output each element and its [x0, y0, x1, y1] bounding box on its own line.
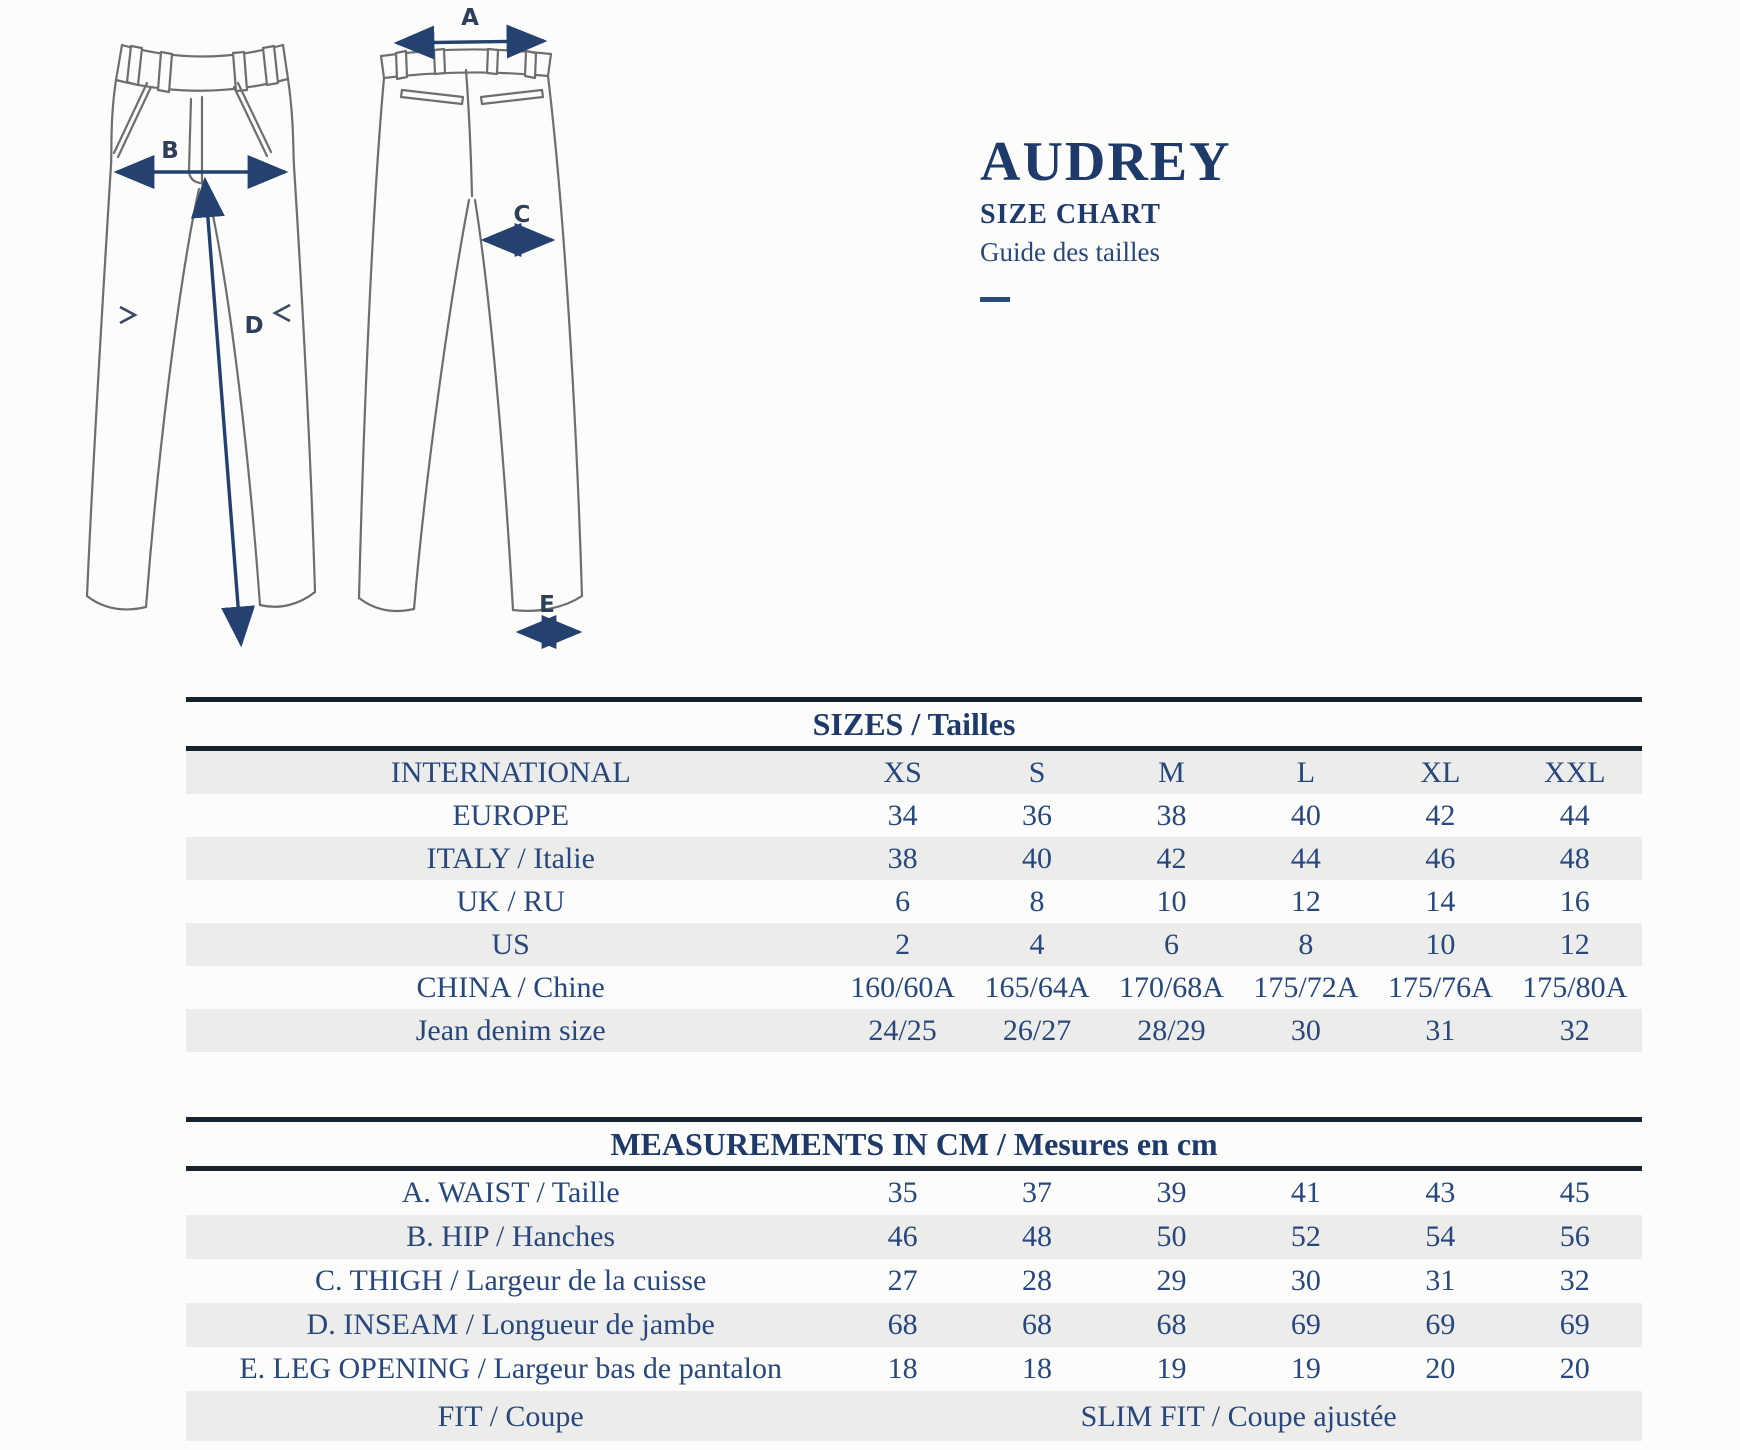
table-row — [186, 1171, 1642, 1215]
value-cell: 68 — [1156, 1308, 1187, 1341]
table-row — [186, 1347, 1642, 1391]
value-cell: 46 — [887, 1220, 918, 1253]
value-cell: XL — [1420, 755, 1461, 789]
label-d: D — [244, 313, 264, 339]
label-a: A — [461, 5, 479, 31]
row-label: CHINA / Chine — [416, 970, 605, 1004]
value-cell: 4 — [1029, 927, 1045, 961]
value-cell: 40 — [1022, 841, 1053, 875]
value-cell: 160/60A — [850, 970, 956, 1004]
row-label: C. THIGH / Largeur de la cuisse — [315, 1264, 707, 1297]
value-cell: 44 — [1559, 798, 1590, 832]
value-cell: 29 — [1156, 1264, 1187, 1297]
knee-tick-right-icon — [275, 305, 290, 321]
value-cell: 14 — [1425, 884, 1456, 918]
knee-tick-left-icon — [120, 307, 135, 323]
divider-dash — [980, 297, 1010, 302]
row-label: ITALY / Italie — [426, 841, 595, 875]
measurements-table-header: MEASUREMENTS IN CM / Mesures en cm — [610, 1125, 1218, 1162]
value-cell: 18 — [1022, 1352, 1053, 1385]
row-label: INTERNATIONAL — [390, 755, 631, 789]
table-row — [186, 1303, 1642, 1347]
value-cell: XS — [883, 755, 922, 789]
value-cell: M — [1158, 755, 1185, 789]
value-cell: 24/25 — [868, 1013, 937, 1047]
value-cell: 38 — [1156, 798, 1187, 832]
value-cell: 39 — [1156, 1176, 1187, 1209]
value-cell: 68 — [1022, 1308, 1053, 1341]
label-b: B — [161, 138, 179, 164]
pants-diagram-svg — [0, 0, 800, 672]
sizes-table — [186, 697, 1642, 1052]
title-block — [980, 131, 1232, 302]
value-cell: 20 — [1425, 1352, 1456, 1385]
label-e: E — [539, 592, 555, 618]
value-cell: 37 — [1022, 1176, 1053, 1209]
value-cell: 32 — [1559, 1013, 1590, 1047]
table-row — [186, 751, 1642, 794]
pants-back-outline — [359, 49, 582, 611]
table-row — [186, 1215, 1642, 1259]
value-cell: 2 — [895, 927, 911, 961]
value-cell: 42 — [1425, 798, 1456, 832]
value-cell: 31 — [1425, 1264, 1456, 1297]
arrow-a-waist — [397, 41, 544, 43]
size-chart-heading-fr: Guide des tailles — [980, 236, 1160, 267]
sizes-table-header: SIZES / Tailles — [812, 705, 1016, 742]
value-cell: 16 — [1559, 884, 1590, 918]
value-cell: 44 — [1290, 841, 1321, 875]
product-title: AUDREY — [980, 131, 1232, 193]
value-cell: 46 — [1425, 841, 1456, 875]
value-cell: 40 — [1290, 798, 1321, 832]
table-row — [186, 880, 1642, 923]
value-cell: 69 — [1425, 1308, 1456, 1341]
value-cell: 20 — [1559, 1352, 1590, 1385]
value-cell: 175/80A — [1522, 970, 1628, 1004]
row-label: US — [491, 927, 530, 961]
value-cell: 175/72A — [1253, 970, 1359, 1004]
row-label: FIT / Coupe — [437, 1400, 584, 1433]
measurements-table-body — [186, 1171, 1642, 1441]
value-cell: 54 — [1425, 1220, 1456, 1253]
value-cell: 175/76A — [1387, 970, 1493, 1004]
row-label: B. HIP / Hanches — [406, 1220, 616, 1253]
value-cell: L — [1296, 755, 1316, 789]
value-cell: 19 — [1156, 1352, 1187, 1385]
value-cell: 12 — [1559, 927, 1590, 961]
value-cell: 12 — [1290, 884, 1321, 918]
value-cell: 45 — [1559, 1176, 1590, 1209]
value-cell: 6 — [1163, 927, 1179, 961]
value-cell: 170/68A — [1118, 970, 1224, 1004]
value-cell: 50 — [1156, 1220, 1187, 1253]
value-cell: 165/64A — [984, 970, 1090, 1004]
pants-diagram — [0, 0, 800, 672]
value-cell: 35 — [887, 1176, 918, 1209]
value-cell: 6 — [895, 884, 911, 918]
value-cell: 38 — [887, 841, 918, 875]
value-cell: 52 — [1290, 1220, 1321, 1253]
value-cell: 10 — [1425, 927, 1456, 961]
measurement-letters — [161, 5, 555, 618]
row-label: D. INSEAM / Longueur de jambe — [306, 1308, 715, 1341]
table-row — [186, 966, 1642, 1009]
table-row — [186, 1009, 1642, 1052]
value-cell: 18 — [887, 1352, 918, 1385]
value-cell: 8 — [1029, 884, 1045, 918]
value-cell: S — [1028, 755, 1046, 789]
sizes-table-body — [186, 751, 1642, 1052]
value-cell: 19 — [1290, 1352, 1321, 1385]
value-cell: 26/27 — [1002, 1013, 1072, 1047]
value-cell: 32 — [1559, 1264, 1590, 1297]
table-row — [186, 837, 1642, 880]
table-row — [186, 923, 1642, 966]
table-row — [186, 1259, 1642, 1303]
size-chart-heading: SIZE CHART — [980, 199, 1161, 230]
value-cell: 68 — [887, 1308, 918, 1341]
row-label: E. LEG OPENING / Largeur bas de pantalon — [239, 1352, 782, 1385]
value-cell: 69 — [1290, 1308, 1321, 1341]
value-cell: 8 — [1298, 927, 1314, 961]
value-cell: 34 — [887, 798, 918, 832]
value-cell: 43 — [1425, 1176, 1456, 1209]
value-cell: 28 — [1022, 1264, 1053, 1297]
value-cell: 10 — [1156, 884, 1187, 918]
table-row — [186, 1391, 1642, 1441]
arrow-d-inseam — [205, 180, 241, 644]
value-cell: 36 — [1022, 798, 1053, 832]
value-cell: 28/29 — [1137, 1013, 1206, 1047]
label-c: C — [513, 202, 531, 228]
row-label: A. WAIST / Taille — [401, 1176, 620, 1209]
value-cell: 48 — [1022, 1220, 1053, 1253]
measurements-table — [186, 1117, 1642, 1441]
value-cell: 69 — [1559, 1308, 1590, 1341]
table-row — [186, 794, 1642, 837]
value-cell: 48 — [1559, 841, 1590, 875]
value-cell: 30 — [1290, 1013, 1321, 1047]
value-cell: 31 — [1425, 1013, 1456, 1047]
value-cell: 42 — [1156, 841, 1187, 875]
row-span-value: SLIM FIT / Coupe ajustée — [1080, 1400, 1397, 1433]
value-cell: 27 — [887, 1264, 918, 1297]
row-label: UK / RU — [456, 884, 565, 918]
row-label: Jean denim size — [415, 1013, 606, 1047]
value-cell: XXL — [1543, 755, 1606, 789]
value-cell: 56 — [1559, 1220, 1590, 1253]
value-cell: 41 — [1290, 1176, 1321, 1209]
value-cell: 30 — [1290, 1264, 1321, 1297]
row-label: EUROPE — [452, 798, 570, 832]
pants-front-outline — [87, 45, 315, 609]
